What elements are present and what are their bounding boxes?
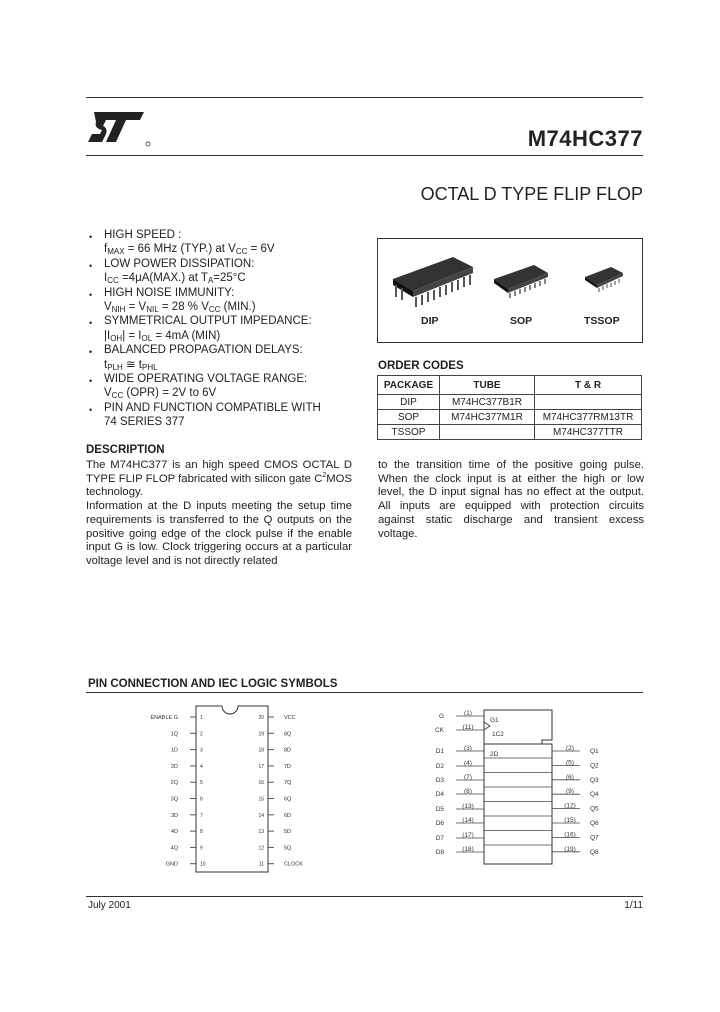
- pin-number: 17: [258, 763, 264, 770]
- table-cell: [535, 395, 642, 410]
- sop-package-image: [490, 261, 552, 301]
- pin-number: 16: [258, 780, 264, 787]
- feature-item: [89, 242, 359, 257]
- pin-label: 3Q: [170, 796, 178, 803]
- feature-text: PIN AND FUNCTION COMPATIBLE WITH: [104, 401, 321, 414]
- pin-section-rule: [86, 692, 643, 693]
- sop-label: SOP: [510, 315, 533, 327]
- footer-rule: [86, 896, 643, 897]
- feature-text: WIDE OPERATING VOLTAGE RANGE:: [104, 373, 308, 385]
- column-header: TUBE: [440, 376, 535, 395]
- pin-label: 8D: [284, 747, 292, 754]
- output-label: Q1: [590, 748, 599, 755]
- feature-text: $t_{PLH}$ ≅ $t_{PHL}$: [104, 358, 158, 372]
- output-pin-number: (6): [566, 773, 574, 781]
- footer-date: July 2001: [88, 900, 131, 911]
- input-label: D6: [435, 820, 444, 827]
- pin-label: GND: [165, 861, 178, 868]
- input-label: D4: [435, 791, 444, 798]
- feature-text: $f_{MAX} = 66$ MHz (TYP.) at $V_{CC} = 6V$: [104, 243, 275, 257]
- pin-number: 5: [200, 780, 203, 787]
- feature-item: [89, 358, 359, 373]
- input-pin-number: (14): [462, 817, 474, 824]
- pin-number: 10: [200, 861, 206, 868]
- feature-item: [89, 271, 359, 286]
- feature-item: [89, 257, 359, 272]
- input-label: D7: [435, 835, 444, 842]
- pin-connection-diagram: [150, 700, 320, 885]
- pin-section-title: PIN CONNECTION AND IEC LOGIC SYMBOLS: [88, 678, 338, 690]
- bullet-icon: •: [89, 260, 93, 271]
- table-cell: M74HC377RM13TR: [535, 410, 642, 425]
- pin-label: 1D: [170, 747, 178, 754]
- output-pin-number: (2): [566, 745, 574, 752]
- pin-label: VCC: [284, 715, 296, 721]
- table-cell: TSSOP: [378, 425, 440, 440]
- output-label: Q6: [590, 820, 599, 827]
- pin-number: 19: [258, 731, 264, 738]
- column-header: T & R: [535, 376, 642, 395]
- pin-number: 1: [200, 715, 203, 721]
- bullet-icon: •: [89, 347, 93, 358]
- table-cell: M74HC377TTR: [535, 425, 642, 440]
- pin-label: 6Q: [284, 796, 292, 803]
- part-number: M74HC377: [527, 126, 643, 151]
- footer-page-number: 1/11: [624, 900, 643, 911]
- pin-number: 14: [258, 812, 264, 819]
- output-pin-number: (15): [564, 817, 576, 824]
- input-pin-number: (11): [462, 724, 474, 731]
- pin-number: 9: [200, 845, 203, 852]
- table-cell: [440, 425, 535, 440]
- input-label: D2: [435, 763, 444, 770]
- pin-label: 6D: [284, 812, 292, 819]
- output-label: Q2: [590, 762, 599, 770]
- table-cell: SOP: [378, 410, 440, 425]
- pin-label: 5Q: [284, 845, 292, 852]
- input-label: D3: [435, 777, 444, 784]
- pin-number: 7: [200, 812, 203, 819]
- data-label: 2D: [490, 751, 499, 758]
- feature-item: [89, 286, 359, 301]
- bullet-icon: •: [89, 318, 93, 329]
- input-pin-number: (7): [464, 774, 472, 781]
- order-codes-table: [377, 375, 642, 440]
- control-label: 1C2: [492, 731, 504, 738]
- input-label: D1: [435, 748, 444, 755]
- pin-label: 7Q: [284, 780, 292, 787]
- feature-text: $|I_{OH}| = I_{OL} = 4mA$ (MIN): [104, 329, 221, 343]
- table-cell: DIP: [378, 395, 440, 410]
- bullet-icon: •: [89, 376, 93, 386]
- bullet-icon: •: [89, 404, 93, 415]
- pin-label: 5D: [284, 829, 292, 836]
- output-pin-number: (5): [566, 759, 574, 767]
- pin-number: 12: [258, 845, 264, 852]
- dip-label: DIP: [421, 315, 439, 327]
- feature-item: [89, 228, 359, 243]
- output-label: Q3: [590, 776, 599, 784]
- description-right-column: to the transition time of the positive going pulse. When the clock input is at either the high or low level, the D input signal has no effect at the output. All inputs are equipped with protection circuits against static discharge and transient excess voltage.: [378, 459, 644, 540]
- table-row: [378, 410, 642, 425]
- tssop-package-image: [581, 263, 627, 297]
- pin-label: 2D: [170, 763, 178, 770]
- pin-number: 2: [200, 731, 203, 738]
- pin-label: 4Q: [170, 845, 178, 852]
- dip-package-image: [388, 249, 478, 309]
- tssop-label: TSSOP: [584, 315, 620, 327]
- pin-number: 15: [258, 796, 264, 803]
- output-pin-number: (9): [566, 788, 574, 796]
- st-logo: [86, 106, 156, 148]
- feature-text: BALANCED PROPAGATION DELAYS:: [104, 344, 303, 357]
- input-pin-number: (17): [462, 832, 474, 839]
- pin-number: 3: [200, 747, 203, 754]
- pin-number: 11: [258, 861, 264, 868]
- bullet-icon: •: [89, 232, 93, 242]
- pin-label: CLOCK: [284, 861, 303, 868]
- order-codes-title: ORDER CODES: [378, 360, 464, 372]
- pin-label: 1Q: [170, 731, 178, 738]
- feature-text: $V_{CC}$ (OPR) = 2V to 6V: [104, 387, 217, 401]
- feature-item: [89, 343, 359, 358]
- feature-item: [89, 415, 359, 430]
- feature-item: [89, 386, 359, 401]
- output-label: Q8: [590, 848, 599, 856]
- output-pin-number: (19): [564, 845, 576, 853]
- pin-number: 6: [200, 796, 203, 803]
- pin-label: 7D: [284, 763, 292, 770]
- pin-label: 2Q: [170, 780, 178, 787]
- description-title: DESCRIPTION: [86, 444, 165, 456]
- input-pin-number: (4): [464, 760, 472, 767]
- output-label: Q4: [590, 791, 599, 799]
- input-pin-number: (1): [464, 710, 472, 717]
- pin-label: 3D: [170, 812, 178, 819]
- table-row: [378, 395, 642, 410]
- input-label: CK: [434, 727, 444, 734]
- pin-number: 4: [200, 763, 203, 770]
- feature-text: 74 SERIES 377: [104, 416, 185, 429]
- pin-number: 18: [258, 747, 264, 754]
- pin-number: 8: [200, 829, 203, 836]
- table-cell: M74HC377B1R: [440, 395, 535, 410]
- input-pin-number: (3): [464, 745, 472, 752]
- header-top-rule: [86, 97, 643, 98]
- pin-number: 20: [258, 715, 264, 721]
- iec-logic-symbol: [430, 700, 610, 885]
- column-header: PACKAGE: [378, 376, 440, 395]
- pin-number: 13: [258, 829, 264, 836]
- input-pin-number: (13): [462, 803, 474, 810]
- feature-item: [89, 401, 359, 416]
- output-label: Q7: [590, 834, 599, 842]
- feature-item: [89, 300, 359, 315]
- output-pin-number: (16): [564, 831, 576, 839]
- input-label: G: [438, 713, 444, 720]
- input-pin-number: (8): [464, 788, 472, 795]
- package-images-box: [377, 238, 643, 343]
- feature-text: $I_{CC} =4\mu A(MAX.)$ at $T_A=25^\circ C$: [104, 272, 246, 286]
- pin-label: ENABLE G: [150, 715, 178, 721]
- feature-item: [89, 372, 359, 387]
- table-row: [378, 425, 642, 440]
- feature-text: $V_{NIH} = V_{NIL} = 28$ % $V_{CC}$ (MIN.): [104, 301, 256, 314]
- table-header-row: [378, 376, 642, 395]
- description-left-column: The M74HC377 is an high speed CMOS OCTAL D TYPE FLIP FLOP fabricated with silicon gate $C^2MOS$ technology. Information at the D inputs meeting the setup time requirements is transferred to the Q outputs on the positive going edge of the clock pulse if the enable input G is low. Clock triggering occurs at a particular voltage level and is not directly related: [86, 459, 352, 567]
- bullet-icon: •: [89, 289, 93, 300]
- feature-text: HIGH SPEED :: [104, 229, 182, 241]
- table-cell: M74HC377M1R: [440, 410, 535, 425]
- header-bottom-rule: [86, 155, 643, 156]
- pin-label: 4D: [170, 829, 178, 836]
- output-label: Q5: [590, 805, 599, 813]
- input-pin-number: (18): [462, 846, 474, 853]
- input-label: D5: [435, 806, 444, 813]
- document-subtitle: OCTAL D TYPE FLIP FLOP: [420, 184, 643, 204]
- feature-item: [89, 329, 359, 344]
- feature-text: LOW POWER DISSIPATION:: [104, 257, 255, 270]
- control-label: G1: [490, 717, 499, 724]
- feature-text: SYMMETRICAL OUTPUT IMPEDANCE:: [104, 315, 312, 328]
- output-pin-number: (12): [564, 802, 576, 810]
- input-label: D8: [435, 849, 444, 856]
- feature-item: [89, 314, 359, 329]
- pin-label: 8Q: [284, 731, 292, 738]
- feature-text: HIGH NOISE IMMUNITY:: [104, 286, 235, 299]
